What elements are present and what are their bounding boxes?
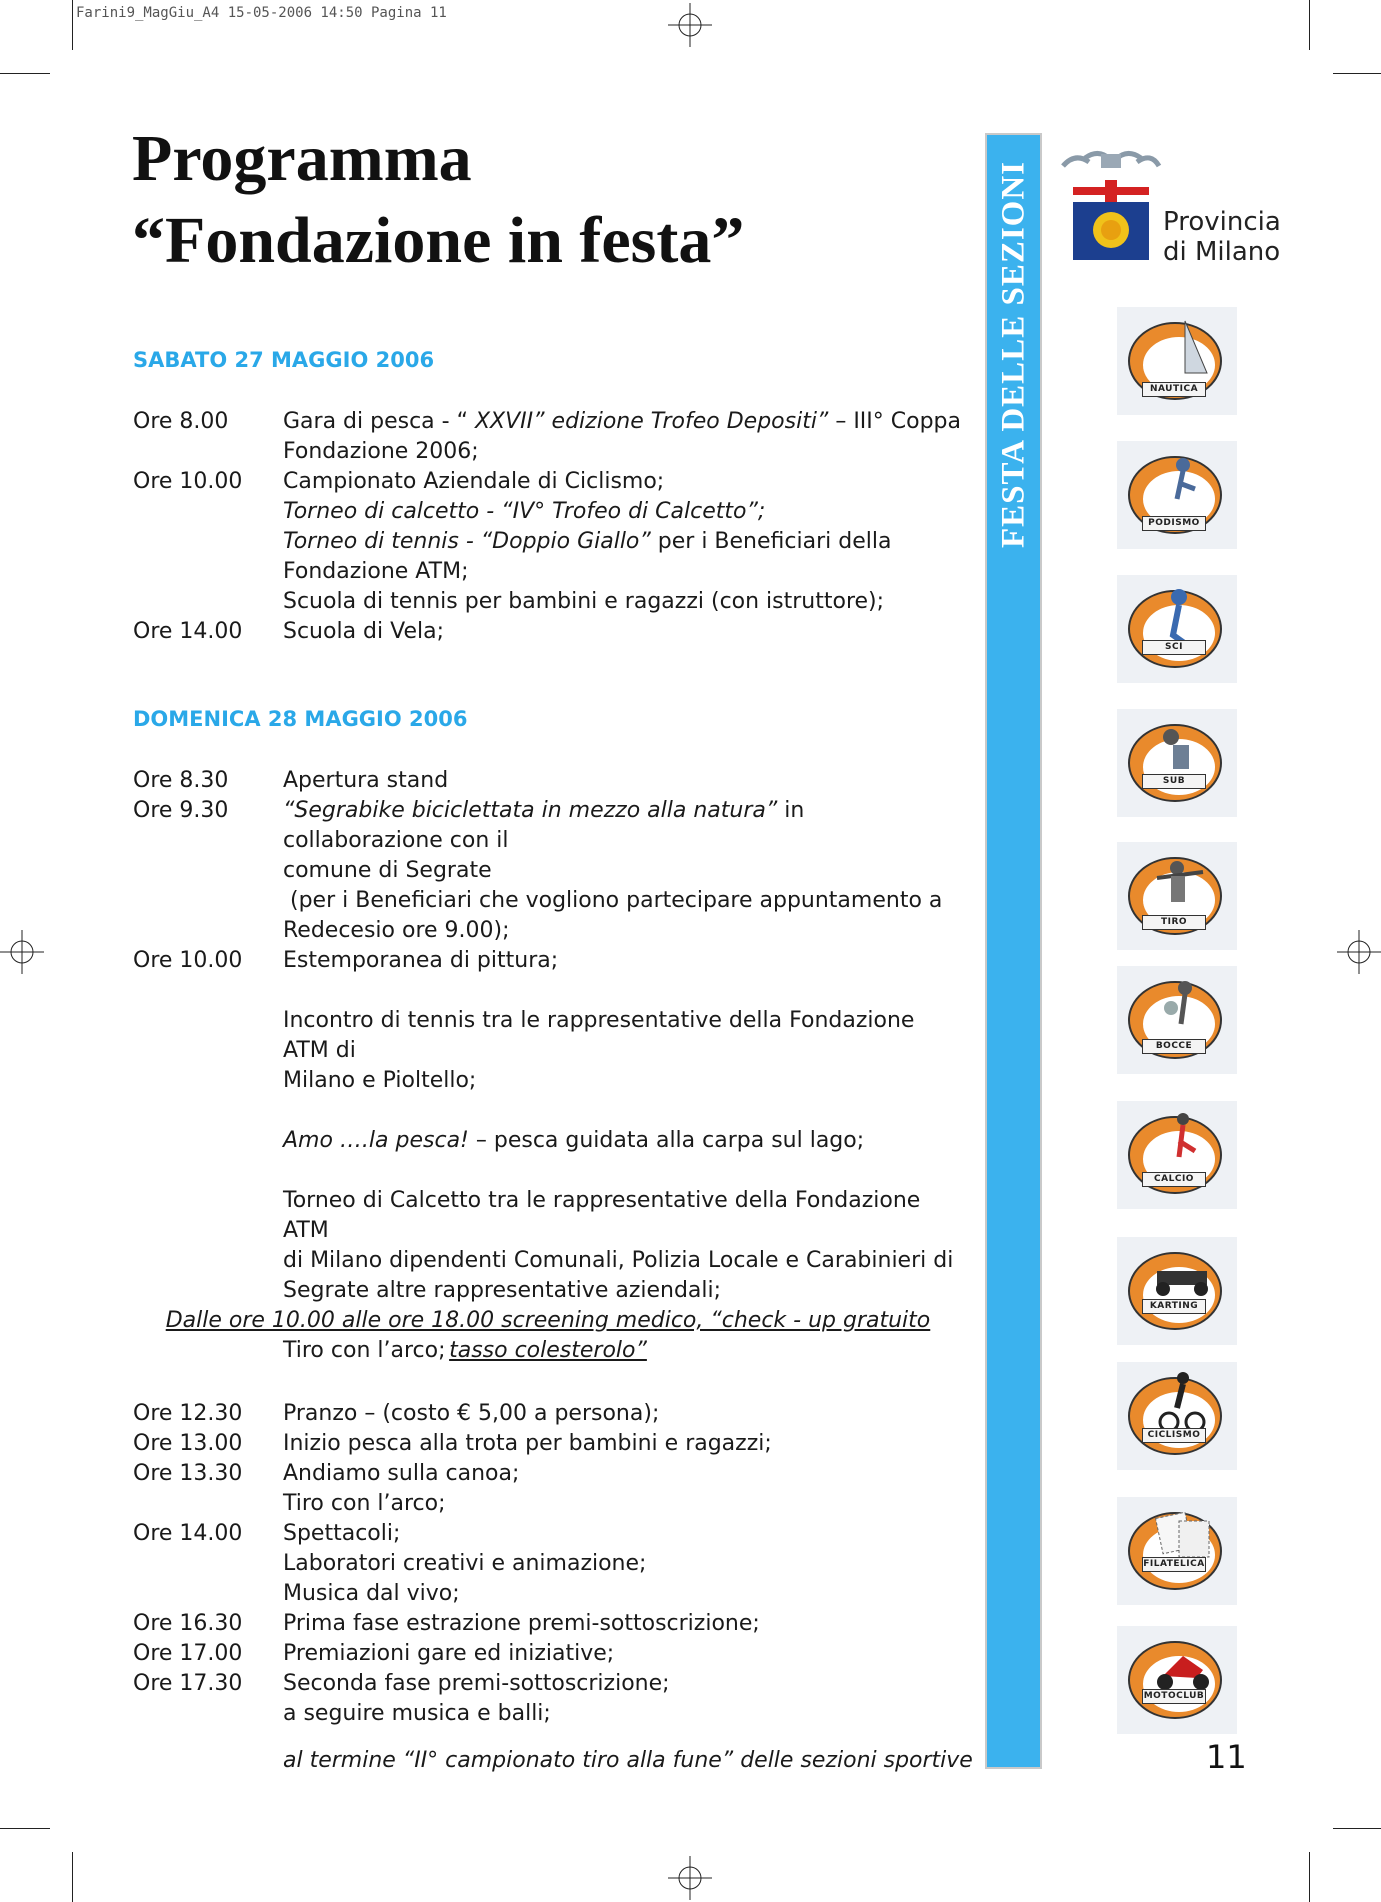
description-line: (per i Beneficiari che vogliono partecipare appuntamento a — [283, 888, 943, 913]
page-number: 11 — [1206, 1738, 1247, 1776]
filatelica-badge-icon — [1117, 1497, 1237, 1605]
description-line: Incontro di tennis tra le rappresentative della Fondazione ATM di — [283, 1008, 915, 1063]
entry-description — [283, 1669, 963, 1729]
entry-description — [283, 1519, 963, 1609]
description-line: Torneo di Calcetto tra le rappresentative della Fondazione ATM — [283, 1188, 921, 1243]
closing-note: al termine “II° campionato tiro alla fune” delle sezioni sportive — [283, 1748, 973, 1773]
saturday-heading: SABATO 27 MAGGIO 2006 — [133, 348, 435, 372]
schedule-entry — [133, 946, 963, 976]
crop-mark — [1309, 0, 1310, 50]
schedule-entry — [133, 766, 963, 796]
registration-mark-icon — [668, 3, 712, 47]
badge-label: SUB — [1142, 774, 1206, 789]
schedule-entry — [133, 1609, 963, 1639]
crop-mark — [0, 73, 50, 74]
schedule-entry — [133, 796, 963, 946]
crop-mark — [72, 0, 73, 50]
description-line: XXVII” edizione Trofeo Depositi” — [474, 409, 829, 434]
schedule-entry — [133, 1669, 963, 1729]
schedule-entry — [133, 617, 963, 647]
description-line: di Milano dipendenti Comunali, Polizia Locale e Carabinieri di — [283, 1248, 954, 1273]
entry-description — [283, 946, 963, 976]
badge-label: SCI — [1142, 640, 1206, 655]
screening-notice — [133, 1306, 963, 1366]
description-line: Torneo di tennis - “Doppio Giallo” per i Beneficiari della — [283, 529, 892, 554]
description-line: Amo ….la pesca! – pesca guidata alla carpa sul lago; — [283, 1128, 865, 1153]
entry-time: Ore 13.00 — [133, 1431, 243, 1456]
description-line: a seguire musica e balli; — [283, 1701, 551, 1726]
entry-description — [283, 407, 963, 467]
description-line: Estemporanea di pittura; — [283, 948, 559, 973]
title-line: “Fondazione in festa” — [132, 204, 745, 277]
badge-label: PODISMO — [1142, 516, 1206, 531]
crop-mark — [1333, 73, 1381, 74]
schedule-entry — [133, 1639, 963, 1669]
entry-description — [283, 467, 963, 617]
schedule-entry — [133, 467, 963, 617]
badge-label: TIRO — [1142, 915, 1206, 930]
registration-mark-icon — [1337, 930, 1381, 974]
entry-description — [283, 1126, 963, 1156]
provincia-name — [1163, 207, 1281, 267]
entry-time: Ore 9.30 — [133, 798, 229, 823]
entry-description — [283, 1006, 963, 1096]
saturday-schedule — [133, 407, 963, 647]
description-line: Premiazioni gare ed iniziative; — [283, 1641, 615, 1666]
entry-description — [283, 1399, 963, 1429]
schedule-entry — [133, 1186, 963, 1306]
schedule-entry — [133, 407, 963, 467]
schedule-entry — [133, 1519, 963, 1609]
description-line: Inizio pesca alla trota per bambini e ragazzi; — [283, 1431, 772, 1456]
badge-label: CALCIO — [1142, 1172, 1206, 1187]
entry-description — [283, 1609, 963, 1639]
description-line: Redecesio ore 9.00); — [283, 918, 510, 943]
description-line: Tiro con l’arco; — [283, 1338, 446, 1363]
description-line: Seconda fase premi-sottoscrizione; — [283, 1671, 670, 1696]
entry-time: Ore 8.30 — [133, 768, 229, 793]
description-line — [283, 407, 963, 437]
description-line: Torneo di calcetto - “IV° Trofeo di Calcetto”; — [283, 499, 766, 524]
description-line: Campionato Aziendale di Ciclismo; — [283, 469, 665, 494]
entry-time: Ore 10.00 — [133, 948, 243, 973]
provincia-name-line: Provincia — [1163, 207, 1281, 237]
description-line: “Segrabike biciclettata in mezzo alla natura” in collaborazione con il — [283, 798, 805, 853]
description-line: Pranzo – (costo € 5,00 a persona); — [283, 1401, 660, 1426]
badge-label: BOCCE — [1142, 1039, 1206, 1054]
description-line: – III° Coppa — [828, 409, 962, 434]
description-line: Andiamo sulla canoa; — [283, 1461, 520, 1486]
schedule-entry — [133, 1126, 963, 1156]
crop-mark — [0, 1828, 50, 1829]
description-line: Fondazione 2006; — [283, 439, 479, 464]
motoclub-badge-icon — [1117, 1626, 1237, 1734]
crop-mark — [72, 1852, 73, 1902]
entry-time: Ore 14.00 — [133, 1521, 243, 1546]
sunday-afternoon-schedule — [133, 1399, 963, 1729]
registration-mark-icon — [668, 1856, 712, 1900]
sci-badge-icon — [1117, 575, 1237, 683]
entry-time: Ore 16.30 — [133, 1611, 243, 1636]
schedule-entry — [133, 1006, 963, 1096]
title-line: Programma — [132, 122, 472, 195]
description-line: Scuola di tennis per bambini e ragazzi (con istruttore); — [283, 589, 885, 614]
schedule-entry — [133, 1429, 963, 1459]
description-line: comune di Segrate — [283, 858, 492, 883]
badge-label: MOTOCLUB — [1142, 1689, 1206, 1704]
badge-label: KARTING — [1142, 1299, 1206, 1314]
entry-time: Ore 14.00 — [133, 619, 243, 644]
entry-description — [283, 1429, 963, 1459]
side-band-label: FESTA DELLE SEZIONI — [995, 160, 1032, 548]
description-line: Apertura stand — [283, 768, 449, 793]
entry-description — [283, 796, 963, 946]
notice-line: Dalle ore 10.00 alle ore 18.00 screening medico, “check - up gratuito — [165, 1308, 931, 1333]
tiro-badge-icon — [1117, 842, 1237, 950]
notice-line: tasso colesterolo” — [449, 1338, 647, 1363]
entry-time: Ore 10.00 — [133, 469, 243, 494]
sunday-heading: DOMENICA 28 MAGGIO 2006 — [133, 707, 468, 731]
badge-label: CICLISMO — [1142, 1428, 1206, 1443]
entry-time: Ore 17.30 — [133, 1671, 243, 1696]
sub-badge-icon — [1117, 709, 1237, 817]
description-line: Spettacoli; — [283, 1521, 401, 1546]
description-line: Tiro con l’arco; — [283, 1491, 446, 1516]
entry-time: Ore 12.30 — [133, 1401, 243, 1426]
entry-time: Ore 17.00 — [133, 1641, 243, 1666]
schedule-entry — [133, 1399, 963, 1429]
badge-label: NAUTICA — [1142, 382, 1206, 397]
nautica-badge-icon — [1117, 307, 1237, 415]
page-title — [132, 118, 744, 282]
bocce-badge-icon — [1117, 966, 1237, 1074]
description-line: Prima fase estrazione premi-sottoscrizione; — [283, 1611, 760, 1636]
print-slug: Farini9_MagGiu_A4 15-05-2006 14:50 Pagina 11 — [76, 5, 447, 21]
crop-mark — [1309, 1852, 1310, 1902]
ciclismo-badge-icon — [1117, 1362, 1237, 1470]
entry-description — [283, 1186, 963, 1306]
entry-description — [283, 1639, 963, 1669]
sunday-morning-schedule — [133, 766, 963, 1366]
calcio-badge-icon — [1117, 1101, 1237, 1209]
entry-description — [283, 766, 963, 796]
karting-badge-icon — [1117, 1237, 1237, 1345]
description-line: Laboratori creativi e animazione; — [283, 1551, 647, 1576]
registration-mark-icon — [0, 930, 44, 974]
schedule-entry — [133, 1459, 963, 1519]
entry-description — [283, 1459, 963, 1519]
crop-mark — [1333, 1828, 1381, 1829]
entry-description — [283, 617, 963, 647]
badge-label: FILATELICA — [1142, 1557, 1206, 1572]
entry-time: Ore 8.00 — [133, 409, 229, 434]
description-line: Scuola di Vela; — [283, 619, 445, 644]
podismo-badge-icon — [1117, 441, 1237, 549]
entry-time: Ore 13.30 — [133, 1461, 243, 1486]
description-line: Fondazione ATM; — [283, 559, 469, 584]
description-line: Musica dal vivo; — [283, 1581, 460, 1606]
description-line: Milano e Pioltello; — [283, 1068, 477, 1093]
description-line: Gara di pesca - “ — [283, 409, 475, 434]
provincia-name-line: di Milano — [1163, 237, 1281, 267]
description-line: Segrate altre rappresentative aziendali; — [283, 1278, 722, 1303]
